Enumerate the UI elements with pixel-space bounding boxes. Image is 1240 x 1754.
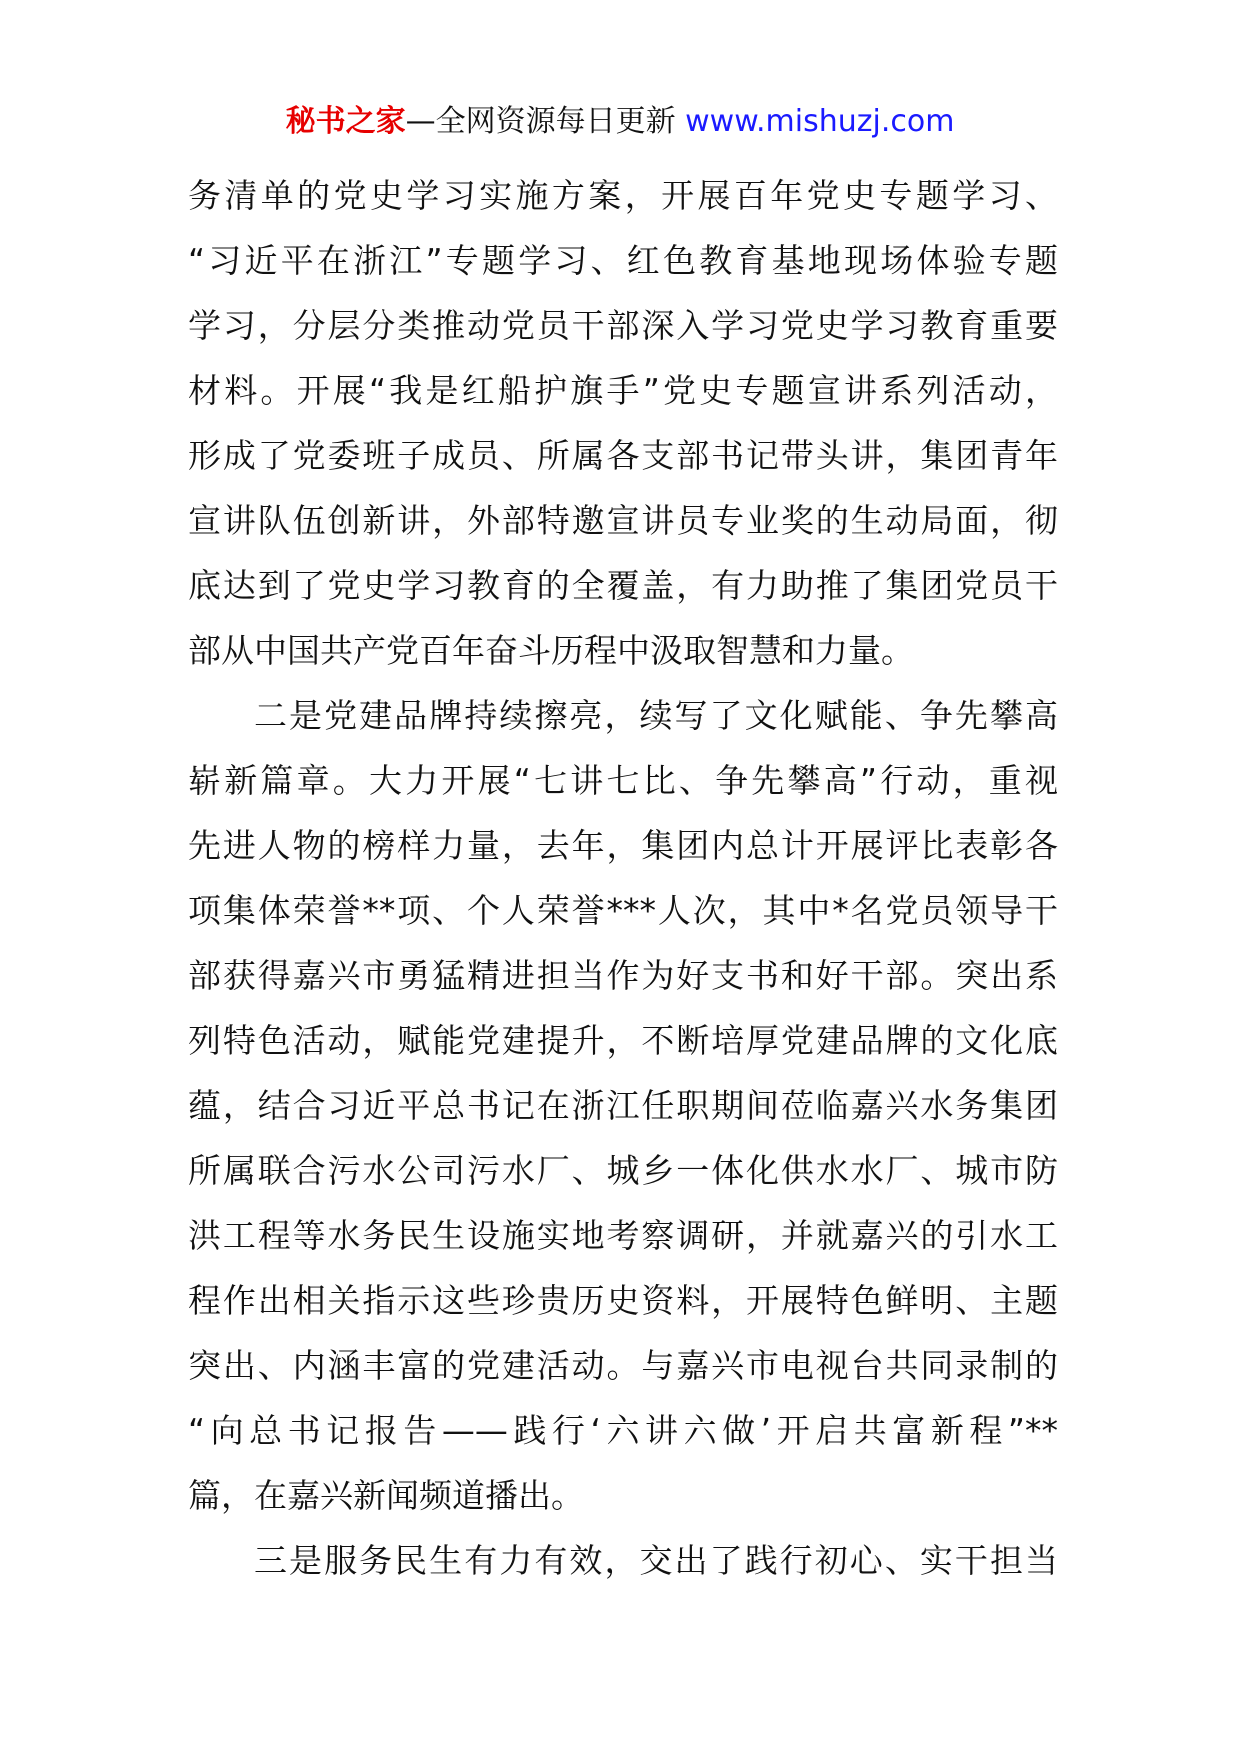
text-line: 蕴，结合习近平总书记在浙江任职期间莅临嘉兴水务集团 bbox=[188, 1086, 1058, 1125]
text-line: 篇，在嘉兴新闻频道播出。 bbox=[188, 1476, 584, 1515]
text-line: 部获得嘉兴市勇猛精进担当作为好支书和好干部。突出系 bbox=[188, 956, 1058, 995]
text-line: 部从中国共产党百年奋斗历程中汲取智慧和力量。 bbox=[188, 631, 914, 670]
text-line: 突出、内涵丰富的党建活动。与嘉兴市电视台共同录制的 bbox=[188, 1346, 1058, 1385]
site-url-link[interactable]: www.mishuzj.com bbox=[685, 104, 955, 139]
site-header bbox=[0, 102, 1240, 142]
paragraph-first-line: 三是服务民生有力有效，交出了践行初心、实干担当 bbox=[254, 1541, 1058, 1580]
paragraph-first-line: 二是党建品牌持续擦亮，续写了文化赋能、争先攀高 bbox=[254, 696, 1058, 735]
text-line: “习近平在浙江”专题学习、红色教育基地现场体验专题 bbox=[188, 241, 1058, 280]
text-line: 材料。开展“我是红船护旗手”党史专题宣讲系列活动， bbox=[188, 371, 1058, 410]
text-line: “向总书记报告——践行‘六讲六做’开启共富新程”** bbox=[188, 1411, 1058, 1450]
text-line: 程作出相关指示这些珍贵历史资料，开展特色鲜明、主题 bbox=[188, 1281, 1058, 1320]
text-line: 形成了党委班子成员、所属各支部书记带头讲，集团青年 bbox=[188, 436, 1058, 475]
text-line: 洪工程等水务民生设施实地考察调研，并就嘉兴的引水工 bbox=[188, 1216, 1058, 1255]
text-line: 崭新篇章。大力开展“七讲七比、争先攀高”行动，重视 bbox=[188, 761, 1058, 800]
text-line: 列特色活动，赋能党建提升，不断培厚党建品牌的文化底 bbox=[188, 1021, 1058, 1060]
text-line: 底达到了党史学习教育的全覆盖，有力助推了集团党员干 bbox=[188, 566, 1058, 605]
site-brand: 秘书之家 bbox=[285, 104, 406, 139]
text-line: 学习，分层分类推动党员干部深入学习党史学习教育重要 bbox=[188, 306, 1058, 345]
text-line: 宣讲队伍创新讲，外部特邀宣讲员专业奖的生动局面，彻 bbox=[188, 501, 1058, 540]
text-line: 务清单的党史学习实施方案，开展百年党史专题学习、 bbox=[188, 176, 1058, 215]
text-line: 项集体荣誉**项、个人荣誉***人次，其中*名党员领导干 bbox=[188, 891, 1058, 930]
text-line: 先进人物的榜样力量，去年，集团内总计开展评比表彰各 bbox=[188, 826, 1058, 865]
site-tagline: —全网资源每日更新 bbox=[405, 104, 686, 139]
document-body bbox=[188, 163, 1058, 1593]
text-line: 所属联合污水公司污水厂、城乡一体化供水水厂、城市防 bbox=[188, 1151, 1058, 1190]
